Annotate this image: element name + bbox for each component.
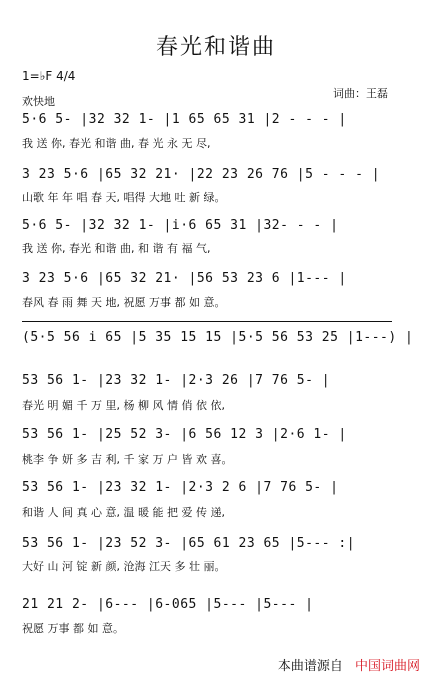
lyrics-line: 我 送 你, 春光 和谐 曲, 和 谐 有 福 气, [22, 242, 211, 255]
notes-line: 3 23 5·6 |65 32 21· |22 23 26 76 |5 - - - | [22, 167, 381, 182]
notes-line: 3 23 5·6 |65 32 21· |56 53 23 6 |1--- | [22, 271, 347, 286]
notes-line: 53 56 1- |23 52 3- |65 61 23 65 |5--- :| [22, 536, 356, 551]
footer [278, 655, 420, 674]
notes-line: 5·6 5- |32 32 1- |1 65 65 31 |2 - - - | [22, 112, 347, 127]
lyrics-line: 和谐 人 间 真 心 意, 温 暖 能 把 爱 传 递, [22, 506, 225, 519]
notes-line: 53 56 1- |23 32 1- |2·3 26 |7 76 5- | [22, 373, 331, 388]
site-link[interactable]: 中国词曲网 [354, 659, 420, 674]
tempo-marking: 欢快地 [22, 95, 55, 108]
lyrics-line: 春光 明 媚 千 万 里, 杨 柳 风 情 俏 依 依, [22, 399, 225, 412]
notes-line: (5·5 56 i 65 |5 35 15 15 |5·5 56 53 25 |1---) | [22, 330, 414, 345]
source-text: 本曲谱源自 [277, 659, 343, 674]
credit-line: 词曲：王磊 [333, 87, 388, 100]
repeat-bracket [22, 321, 392, 322]
lyrics-line: 春风 春 雨 舞 天 地, 祝愿 万事 都 如 意。 [22, 296, 226, 309]
notes-line: 5·6 5- |32 32 1- |i·6 65 31 |32- - - | [22, 218, 339, 233]
notes-line: 21 21 2- |6--- |6-065 |5--- |5--- | [22, 597, 314, 612]
lyrics-line: 桃李 争 妍 多 吉 利, 千 家 万 户 皆 欢 喜。 [22, 453, 233, 466]
lyrics-line: 我 送 你, 春光 和谐 曲, 春 光 永 无 尽, [22, 137, 211, 150]
lyrics-line: 大好 山 河 锭 新 颜, 沧海 江天 多 壮 丽。 [22, 560, 226, 573]
notes-line: 53 56 1- |25 52 3- |6 56 12 3 |2·6 1- | [22, 427, 347, 442]
key-signature: 1=♭F 4/4 [22, 69, 76, 83]
lyrics-line: 祝愿 万事 都 如 意。 [22, 622, 124, 635]
lyrics-line: 山歌 年 年 唱 春 天, 唱得 大地 吐 新 绿。 [22, 191, 226, 204]
notes-line: 53 56 1- |23 32 1- |2·3 2 6 |7 76 5- | [22, 480, 339, 495]
score-title: 春光和谐曲 [155, 35, 276, 60]
